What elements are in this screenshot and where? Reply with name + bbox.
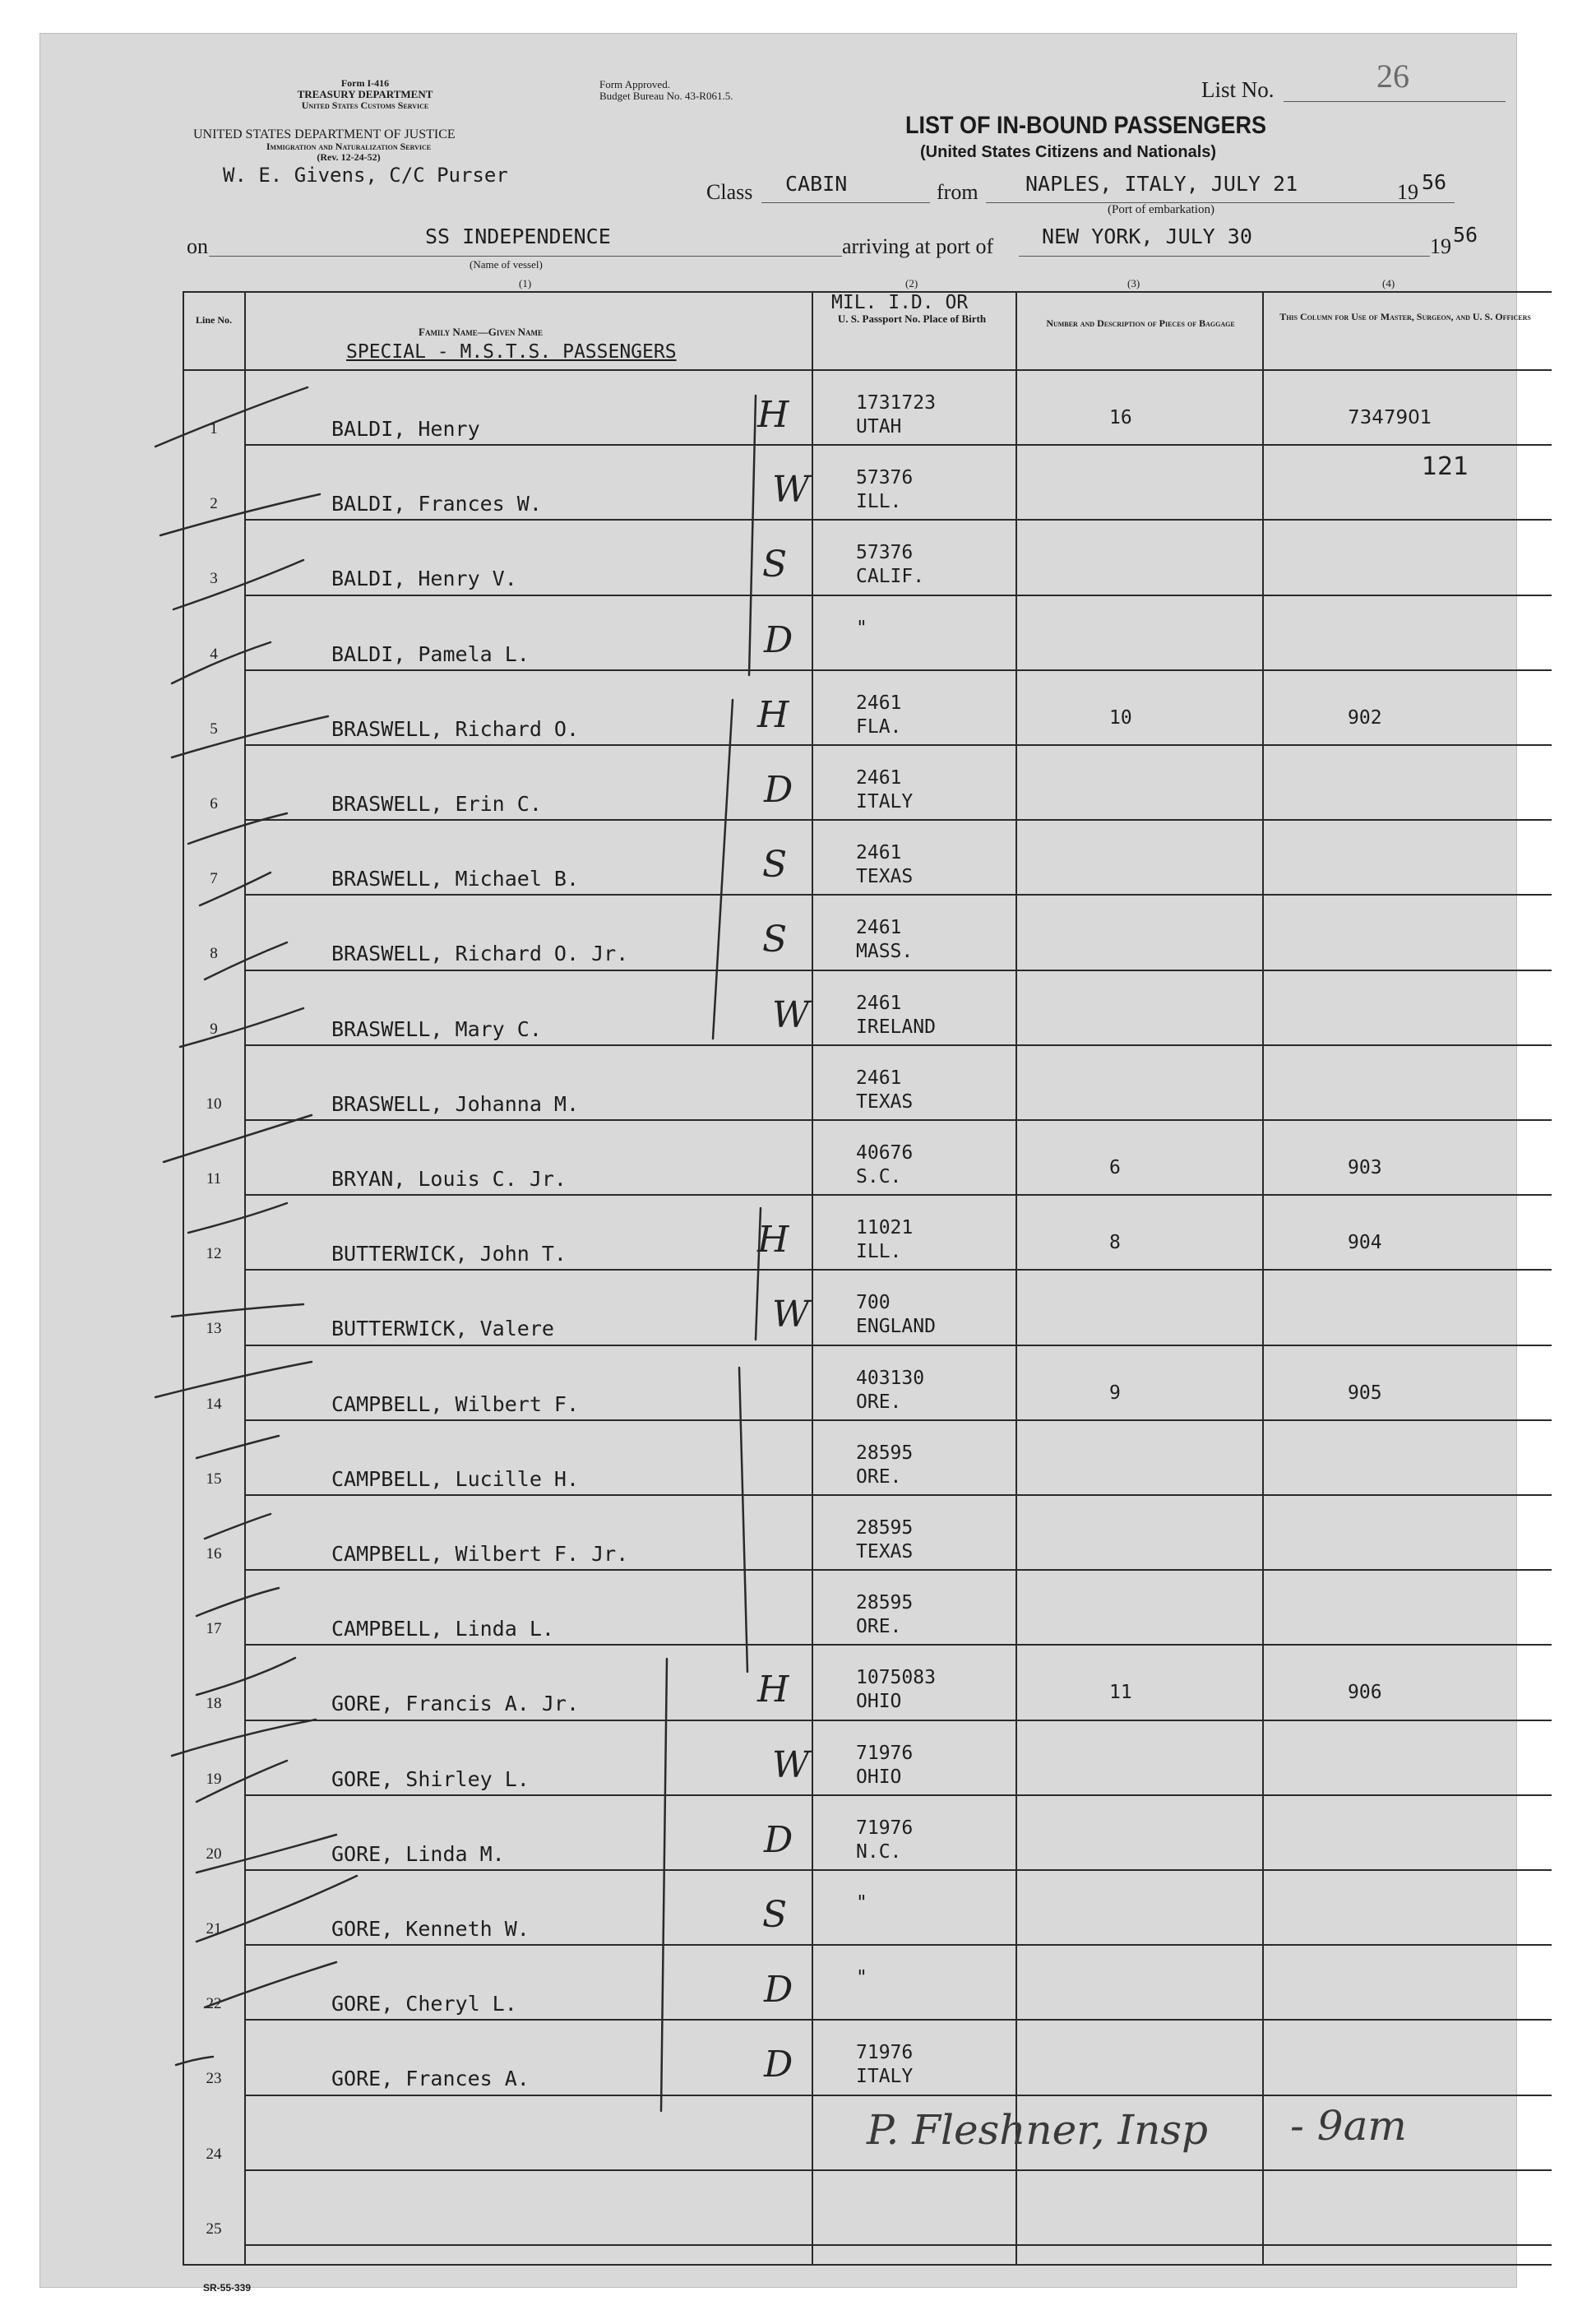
passenger-name: CAMPBELL, Lucille H. — [331, 1466, 580, 1491]
relationship-mark: S — [762, 544, 788, 586]
passenger-name: CAMPBELL, Wilbert F. — [331, 1391, 580, 1416]
line-number: 19 — [206, 1770, 222, 1788]
officer-note: 121 — [1422, 452, 1469, 482]
passport-number: 57376 — [856, 542, 914, 564]
place-of-birth: OHIO — [856, 1766, 902, 1788]
line-number: 21 — [206, 1920, 222, 1937]
from-label: from — [937, 180, 978, 204]
passport-number: 700 — [856, 1292, 891, 1314]
bracket-gore — [661, 1659, 667, 2111]
place-of-birth: TEXAS — [856, 1541, 914, 1562]
line-number: 1 — [210, 420, 218, 437]
relationship-mark: W — [772, 993, 810, 1036]
passport-number: 403130 — [856, 1367, 925, 1389]
header-baggage: Number and Description of Pieces of Baggage — [1046, 317, 1235, 329]
relationship-mark: S — [762, 1894, 788, 1936]
year-1: 56 — [1422, 170, 1447, 194]
passenger-name: GORE, Linda M. — [331, 1841, 505, 1866]
relationship-mark: H — [757, 693, 789, 736]
passenger-name: BRASWELL, Richard O. Jr. — [331, 942, 629, 966]
officer-note: 904 — [1348, 1232, 1382, 1254]
passport-number: 28595 — [856, 1442, 914, 1464]
officer-note: 903 — [1348, 1157, 1382, 1178]
relationship-mark: W — [772, 1743, 810, 1786]
passport-number: " — [856, 1967, 867, 1989]
baggage-count: 11 — [1109, 1682, 1132, 1704]
passenger-name: BUTTERWICK, John T. — [331, 1242, 567, 1266]
passport-number: 11021 — [856, 1217, 914, 1239]
place-of-birth: ORE. — [856, 1391, 902, 1413]
place-of-birth: ITALY — [856, 791, 914, 812]
passenger-name: BALDI, Henry — [331, 417, 480, 441]
passport-number: 2461 — [856, 842, 902, 864]
page-title: LIST OF IN-BOUND PASSENGERS — [905, 112, 1267, 139]
footer-code: SR-55-339 — [203, 2282, 252, 2294]
header-name: Family Name—Given Name — [419, 326, 544, 338]
passenger-name: BRYAN, Louis C. Jr. — [331, 1167, 567, 1191]
line-number: 13 — [206, 1320, 222, 1338]
section-title: SPECIAL - M.S.T.S. PASSENGERS — [346, 341, 677, 363]
class-label: Class — [706, 180, 753, 204]
baggage-count: 8 — [1109, 1232, 1121, 1254]
col-2-number: (2) — [905, 277, 918, 289]
purser-name: W. E. Givens, C/C Purser — [223, 164, 508, 187]
line-number: 3 — [210, 570, 218, 588]
line-number: 7 — [210, 870, 218, 888]
passenger-name: BALDI, Henry V. — [331, 567, 517, 591]
place-of-birth: UTAH — [856, 416, 902, 437]
on-label: on — [187, 234, 208, 258]
place-of-birth: MASS. — [856, 941, 914, 963]
officer-note: 906 — [1348, 1682, 1382, 1704]
line-number: 12 — [206, 1245, 222, 1263]
bracket-campbell — [739, 1368, 747, 1672]
manifest-page — [39, 33, 1531, 2294]
form-approved: Form Approved. — [599, 78, 670, 90]
line-number: 10 — [206, 1095, 222, 1113]
line-number: 11 — [206, 1170, 222, 1187]
line-number: 18 — [206, 1695, 222, 1713]
relationship-mark: W — [772, 469, 810, 512]
line-number: 4 — [210, 645, 218, 663]
header-officers: This Column for Use of Master, Surgeon, and U. S. Officers — [1279, 311, 1531, 322]
vessel-caption: (Name of vessel) — [470, 258, 543, 271]
relationship-mark: H — [757, 394, 789, 436]
ins-service: Immigration and Naturalization Service — [266, 141, 432, 152]
place-of-birth: TEXAS — [856, 1090, 914, 1113]
baggage-count: 10 — [1109, 706, 1132, 729]
list-number: 26 — [1376, 58, 1409, 95]
relationship-mark: H — [757, 1219, 789, 1262]
arriving-label: arriving at port of — [842, 234, 994, 258]
handwriting-layer — [40, 34, 1516, 2287]
passenger-name: GORE, Shirley L. — [331, 1766, 530, 1791]
line-number: 14 — [206, 1395, 222, 1413]
page-subtitle: (United States Citizens and Nationals) — [920, 143, 1217, 161]
port-embark-caption: (Port of embarkation) — [1108, 203, 1214, 216]
budget-bureau: Budget Bureau No. 43-R061.5. — [599, 90, 733, 102]
passenger-name: CAMPBELL, Linda L. — [331, 1617, 554, 1641]
baggage-count: 9 — [1109, 1382, 1121, 1404]
year-prefix-1: 19 — [1397, 180, 1418, 204]
signature-time: - 9am — [1290, 2102, 1407, 2150]
relationship-mark: D — [764, 1818, 793, 1861]
passport-number: 71976 — [856, 1817, 914, 1839]
list-no-label: List No. — [1201, 77, 1275, 102]
year-2: 56 — [1453, 223, 1478, 247]
customs-service: United States Customs Service — [301, 100, 429, 111]
line-number: 20 — [206, 1845, 222, 1863]
line-number: 16 — [206, 1545, 222, 1562]
passport-number: 2461 — [856, 992, 902, 1014]
col-3-number: (3) — [1127, 277, 1140, 289]
officer-note: 905 — [1348, 1382, 1382, 1404]
header-id-typed: MIL. I.D. OR — [831, 292, 969, 313]
line-number: 22 — [206, 1995, 222, 2013]
line-number: 23 — [206, 2070, 222, 2088]
relationship-mark: W — [772, 1294, 810, 1336]
passenger-name: BALDI, Frances W. — [331, 492, 542, 516]
place-of-birth: S.C. — [856, 1166, 902, 1187]
passport-number: 40676 — [856, 1142, 914, 1164]
place-of-birth: N.C. — [856, 1840, 902, 1863]
passenger-name: BALDI, Pamela L. — [331, 641, 530, 666]
place-of-birth: ORE. — [856, 1465, 902, 1488]
line-number: 5 — [210, 720, 218, 738]
place-of-birth: ILL. — [856, 491, 902, 513]
line-number: 6 — [210, 795, 218, 812]
passenger-name: BRASWELL, Richard O. — [331, 716, 580, 741]
officer-note: 902 — [1348, 706, 1382, 729]
form-number: Form I-416 — [340, 77, 390, 89]
passport-number: 71976 — [856, 2042, 914, 2064]
place-of-birth: OHIO — [856, 1691, 902, 1713]
line-number: 8 — [210, 945, 218, 963]
passenger-name: GORE, Kenneth W. — [331, 1917, 530, 1941]
passport-number: 71976 — [856, 1742, 914, 1764]
revision: (Rev. 12-24-52) — [317, 151, 381, 163]
place-of-birth: ILL. — [856, 1241, 902, 1263]
place-of-birth: IRELAND — [856, 1016, 936, 1038]
relationship-mark: D — [764, 1969, 793, 2012]
officer-note: 7347901 — [1348, 407, 1432, 428]
passenger-name: BRASWELL, Johanna M. — [331, 1091, 580, 1116]
passport-number: 2461 — [856, 917, 902, 939]
passenger-name: BRASWELL, Mary C. — [331, 1016, 542, 1041]
passport-number: 2461 — [856, 767, 902, 789]
header-line-no: Line No. — [195, 314, 232, 326]
line-number: 24 — [206, 2145, 222, 2163]
baggage-count: 6 — [1109, 1157, 1121, 1178]
place-of-birth: ITALY — [856, 2066, 914, 2088]
bracket-braswell — [713, 700, 733, 1039]
arrival-port: NEW YORK, JULY 30 — [1042, 225, 1252, 248]
passport-number: 2461 — [856, 692, 902, 714]
passenger-name: GORE, Frances A. — [331, 2067, 530, 2091]
passenger-name: GORE, Cheryl L. — [331, 1992, 517, 2016]
place-of-birth: ORE. — [856, 1616, 902, 1638]
treasury-dept: TREASURY DEPARTMENT — [297, 88, 433, 100]
line-number: 25 — [206, 2220, 222, 2238]
passport-number: " — [856, 617, 867, 639]
passport-number: " — [856, 1892, 867, 1914]
place-of-birth: FLA. — [856, 715, 902, 738]
place-of-birth: TEXAS — [856, 866, 914, 888]
year-prefix-2: 19 — [1430, 234, 1451, 258]
passport-number: 28595 — [856, 1592, 914, 1614]
relationship-mark: D — [764, 769, 793, 811]
passenger-name: BRASWELL, Michael B. — [331, 867, 580, 891]
bracket-butterwick — [756, 1208, 761, 1340]
header-passport: U. S. Passport No. Place of Birth — [837, 312, 987, 325]
col-4-number: (4) — [1382, 277, 1395, 289]
passport-number: 1731723 — [856, 392, 936, 414]
line-number: 2 — [210, 495, 218, 513]
passenger-name: GORE, Francis A. Jr. — [331, 1692, 580, 1716]
passport-number: 28595 — [856, 1517, 914, 1539]
class-value: CABIN — [785, 172, 848, 196]
justice-dept: UNITED STATES DEPARTMENT OF JUSTICE — [193, 127, 456, 141]
relationship-mark: S — [762, 919, 788, 961]
passenger-name: CAMPBELL, Wilbert F. Jr. — [331, 1542, 629, 1566]
line-number: 9 — [210, 1020, 218, 1038]
line-number: 17 — [206, 1620, 222, 1638]
baggage-count: 16 — [1109, 407, 1132, 428]
relationship-mark: H — [757, 1669, 789, 1711]
passenger-name: BRASWELL, Erin C. — [331, 792, 542, 816]
passport-number: 1075083 — [856, 1667, 936, 1689]
line-number: 15 — [206, 1470, 222, 1488]
relationship-mark: S — [762, 844, 788, 887]
vessel-name: SS INDEPENDENCE — [425, 225, 611, 248]
col-1-number: (1) — [519, 277, 532, 289]
place-of-birth: ENGLAND — [856, 1316, 936, 1338]
place-of-birth: CALIF. — [856, 566, 925, 588]
relationship-mark: D — [764, 618, 793, 661]
inspector-signature: P. Fleshner, Insp — [867, 2106, 1209, 2154]
passenger-name: BUTTERWICK, Valere — [331, 1317, 554, 1341]
relationship-mark: D — [764, 2044, 793, 2086]
bracket-baldi — [749, 396, 756, 675]
passport-number: 2461 — [856, 1067, 902, 1089]
passport-number: 57376 — [856, 467, 914, 489]
from-value: NAPLES, ITALY, JULY 21 — [1025, 172, 1298, 196]
